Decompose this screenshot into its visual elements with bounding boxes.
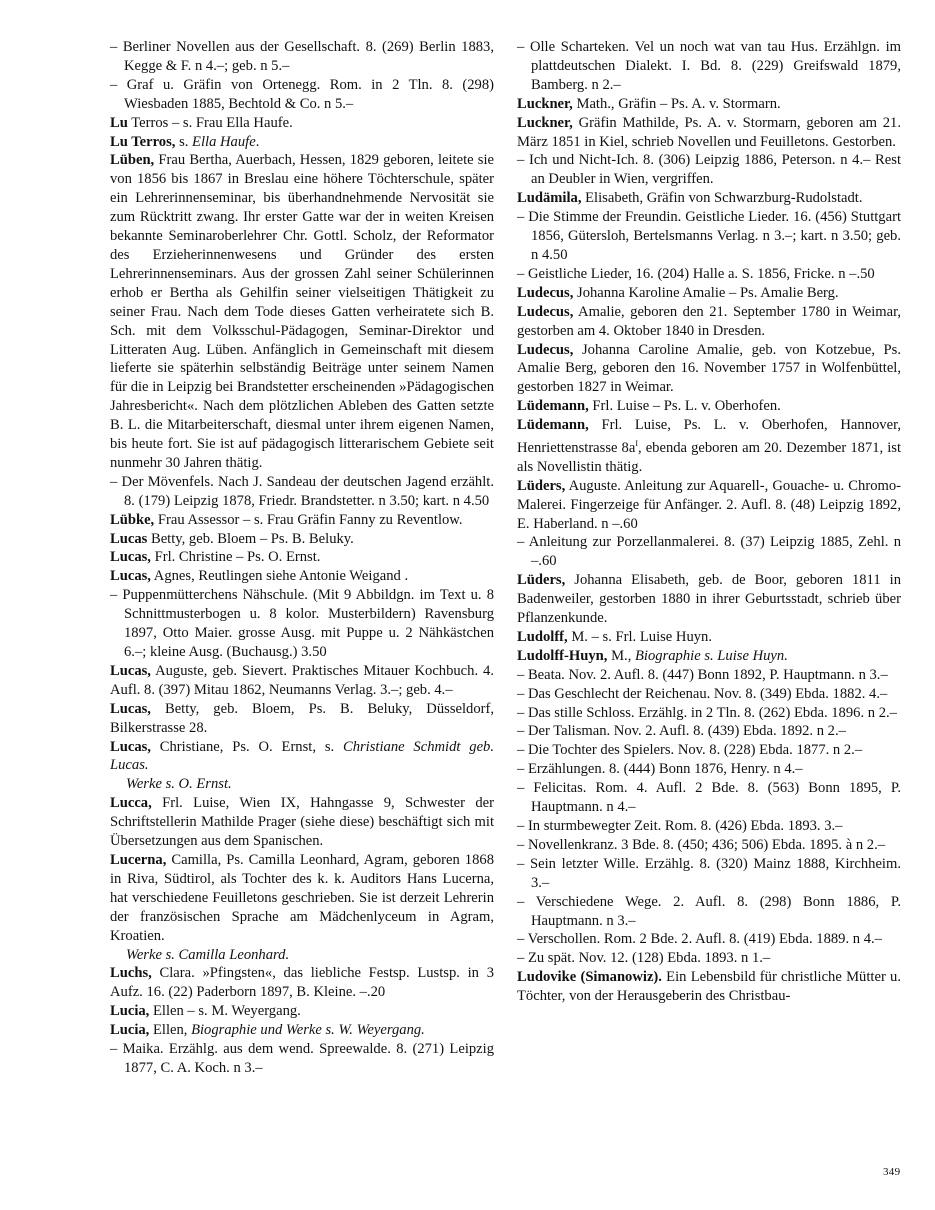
entry-text: Elisabeth, Gräfin von Schwarzburg-Rudolstadt.: [581, 190, 863, 207]
entry-headword: Luchs,: [110, 965, 152, 982]
lexicon-entry: [110, 738, 494, 776]
entry-text: Clara. »Pfingsten«, das liebliche Festsp. Lustsp. in 3 Aufz. 16. (22) Paderborn 1897, B. Kleine. –.20: [110, 965, 494, 1001]
entry-headword: Lübke,: [110, 511, 155, 528]
entry-headword: Lucia,: [110, 1022, 150, 1039]
entry-headword: Lucca,: [110, 795, 152, 812]
entry-headword: Lucas,: [110, 738, 151, 755]
entry-headword: Lu: [110, 114, 128, 131]
work-entry: [517, 265, 901, 284]
entry-headword: Ludämila,: [517, 190, 582, 207]
entry-text: – Puppenmütterchens Nähschule. (Mit 9 Abbildgn. im Text u. 8 Schnittmusterbogen u. 8 kolor. Musterbildern) Ravensburg 1897, Otto Maier. grosse Ausg. mit Puppe u. 2 Nähkästchen 6.–; kleine Ausg. (Buchausg.) 3.50: [110, 587, 494, 660]
work-entry: [517, 722, 901, 741]
lexicon-entry: [517, 397, 901, 416]
entry-italic-text: Biographie s. Luise Huyn.: [635, 647, 788, 664]
lexicon-entry: [517, 95, 901, 114]
entry-text: – Verschollen. Rom. 2 Bde. 2. Aufl. 8. (419) Ebda. 1889. n 4.–: [517, 931, 882, 948]
entry-text: Christiane, Ps. O. Ernst, s.: [150, 738, 343, 755]
entry-text: – Zu spät. Nov. 12. (128) Ebda. 1893. n 1.–: [517, 950, 771, 967]
lexicon-entry: [110, 567, 494, 586]
work-entry: [517, 855, 901, 893]
entry-text: – Erzählungen. 8. (444) Bonn 1876, Henry. n 4.–: [517, 761, 803, 778]
work-entry: [517, 760, 901, 779]
work-entry: [110, 473, 494, 511]
entry-text: Terros – s. Frau Ella Haufe.: [127, 114, 293, 131]
lexicon-entry: [517, 284, 901, 303]
lexicon-entry: [110, 794, 494, 851]
left-column: [110, 38, 494, 1078]
work-entry: [110, 38, 494, 76]
entry-italic-text: Ella Haufe: [192, 133, 256, 150]
work-entry: [517, 817, 901, 836]
lexicon-entry: [110, 1021, 494, 1040]
work-entry: [517, 704, 901, 723]
entry-headword: Lüdemann,: [517, 417, 589, 434]
lexicon-entry: [110, 1002, 494, 1021]
entry-text: – Anleitung zur Porzellanmalerei. 8. (37) Leipzig 1885, Zehl. n –.60: [517, 534, 901, 570]
entry-text: Gräfin Mathilde, Ps. A. v. Stormarn, geboren am 21. März 1851 in Kiel, schrieb Novellen und Feuilletons. Gestorben.: [517, 114, 901, 150]
entry-text: Betty, geb. Bloem – Ps. B. Beluky.: [147, 530, 354, 547]
entry-headword: Ludolff,: [517, 628, 568, 645]
lexicon-entry: [517, 647, 901, 666]
entry-text: Ellen – s. M. Weyergang.: [149, 1003, 301, 1020]
entry-text: – Beata. Nov. 2. Aufl. 8. (447) Bonn 1892, P. Hauptmann. n 3.–: [517, 666, 888, 683]
lexicon-entry: [110, 548, 494, 567]
entry-text: – Geistliche Lieder, 16. (204) Halle a. S. 1856, Fricke. n –.50: [517, 265, 875, 282]
entry-superscript: I: [635, 439, 638, 449]
work-entry: [517, 893, 901, 931]
entry-headword: Ludecus,: [517, 284, 574, 301]
entry-headword: Ludovike (Simanowiz).: [517, 969, 662, 986]
entry-text: – Die Tochter des Spielers. Nov. 8. (228) Ebda. 1877. n 2.–: [517, 742, 863, 759]
entry-text: M. – s. Frl. Luise Huyn.: [567, 628, 713, 645]
lexicon-entry: [110, 700, 494, 738]
entry-text: – Olle Scharteken. Vel un noch wat van tau Hus. Erzählgn. im plattdeutschen Dialekt. I. Bd. 8. (229) Greifswald 1879, Bamberg. n 2.–: [517, 39, 901, 93]
entry-headword: Lucas,: [110, 700, 151, 717]
entry-text: – In sturmbewegter Zeit. Rom. 8. (426) Ebda. 1893. 3.–: [517, 818, 843, 835]
entry-text: Johanna Elisabeth, geb. de Boor, geboren 1811 in Badenweiler, gestorben 1880 in ihrer Geburtsstadt, schrieb über Pflanzenkunde.: [517, 572, 901, 627]
lexicon-entry: [110, 511, 494, 530]
entry-headword: Lucerna,: [110, 851, 167, 868]
entry-text: – Maika. Erzählg. aus dem wend. Spreewalde. 8. (271) Leipzig 1877, C. A. Koch. n 3.–: [110, 1041, 494, 1076]
lexicon-entry: [110, 964, 494, 1002]
entry-headword: Luckner,: [517, 95, 573, 112]
page-number: 349: [883, 1166, 901, 1178]
lexicon-entry: [110, 151, 494, 472]
entry-text: Frau Assessor – s. Frau Gräfin Fanny zu Reventlow.: [154, 511, 463, 528]
entry-headword: Ludecus,: [517, 303, 574, 320]
entry-text: Frl. Luise – Ps. L. v. Oberhofen.: [588, 398, 781, 415]
entry-text: Frau Bertha, Auerbach, Hessen, 1829 geboren, leitete sie von 1856 bis 1867 in Breslau eine höhere Töchterschule, später ein Lehrerinnenseminar, bis überhandnehmende Nervosität sie zum Rücktritt zwang. Ihr erster Gatte war der in weiten Kreisen bekannte Seminaroberlehrer Chr. Gottl. Scholz, der Reformator des Erzieherinnenwesens und Gründer des ersten Lehrerinnenseminars. Aus der grossen Zahl seiner Schülerinnen erhob er Bertha als Gehilfin seiner vielseitigen Thätigkeit zu seiner Frau. Nach dem Tode dieses Gatten verheiratete sich B. Sch. mit dem Volksschul-Pädagogen, Seminar-Direktor und Litteraten Aug. Lüben. Anfänglich in Gemeinschaft mit diesem lieferte sie späterhin selbständig Beiträge unter seinem Namen für die in Leipzig bei Brandstetter erscheinenden »Pädagogischen Jahresbericht«. Nach dem plötzlichen Ableben des Gatten setzte B. L. die Mitarbeiterschaft, diesmal unter ihrem eigenen Namen, bis heute fort. Sie ist auf pädagogisch litterarischem Gebiete seit nunmehr 30 Jahren thätig.: [110, 152, 494, 471]
entry-text: – Ich und Nicht-Ich. 8. (306) Leipzig 1886, Peterson. n 4.– Rest an Deubler in Wien, vergriffen.: [517, 152, 901, 188]
work-entry: [517, 533, 901, 571]
lexicon-entry: [517, 303, 901, 341]
entry-headword: Luckner,: [517, 114, 573, 131]
entry-text: – Sein letzter Wille. Erzählg. 8. (320) Mainz 1888, Kirchheim. 3.–: [517, 855, 901, 891]
lexicon-entry: [517, 571, 901, 628]
entry-text: M.,: [607, 647, 636, 664]
entry-text: – Der Talisman. Nov. 2. Aufl. 8. (439) Ebda. 1892. n 2.–: [517, 723, 846, 740]
entry-text: – Berliner Novellen aus der Gesellschaft. 8. (269) Berlin 1883, Kegge & F. n 4.–; geb. n 5.–: [110, 39, 494, 74]
entry-text: Amalie, geboren den 21. September 1780 in Weimar, gestorben am 4. Oktober 1840 in Dresden.: [517, 303, 901, 339]
entry-italic-text: Biographie und Werke s. W. Weyergang.: [191, 1022, 425, 1039]
entry-headword: Lüdemann,: [517, 398, 589, 415]
entry-text: – Graf u. Gräfin von Ortenegg. Rom. in 2 Tln. 8. (298) Wiesbaden 1885, Bechtold & Co. n 5.–: [110, 76, 494, 112]
lexicon-entry: [110, 851, 494, 946]
lexicon-entry: [517, 114, 901, 152]
entry-text: Frl. Luise, Ps. L. v. Oberhofen, Hannover, Henriettenstrasse 8a: [517, 417, 901, 456]
entry-headword: Lucas,: [110, 568, 151, 585]
entry-headword: Ludolff-Huyn,: [517, 647, 608, 664]
entry-text: – Verschiedene Wege. 2. Aufl. 8. (298) Bonn 1886, P. Hauptmann. n 3.–: [517, 893, 901, 929]
cross-reference: [110, 775, 494, 794]
work-entry: [517, 949, 901, 968]
lexicon-entry: [110, 133, 494, 152]
entry-text: Betty, geb. Bloem, Ps. B. Beluky, Düsseldorf, Bilkerstrasse 28.: [110, 700, 494, 736]
lexicon-entry: [110, 662, 494, 700]
lexicon-entry: [517, 477, 901, 534]
entry-text: Frl. Luise, Wien IX, Hahngasse 9, Schwester der Schriftstellerin Mathilde Prager (siehe diese) beschäftigt sich mit Übersetzungen aus dem Spanischen.: [110, 795, 494, 850]
work-entry: [517, 836, 901, 855]
entry-text: – Novellenkranz. 3 Bde. 8. (450; 436; 506) Ebda. 1895. à n 2.–: [517, 836, 886, 853]
entry-headword: Lüders,: [517, 572, 566, 589]
entry-text: – Das stille Schloss. Erzählg. in 2 Tln. 8. (262) Ebda. 1896. n 2.–: [517, 704, 897, 721]
entry-text: – Die Stimme der Freundin. Geistliche Lieder. 16. (456) Stuttgart 1856, Gütersloh, Bertelsmanns Verlag. n 3.–; kart. n 3.50; geb. n 4.50: [517, 209, 901, 263]
entry-text: – Der Mövenfels. Nach J. Sandeau der deutschen Jagend erzählt. 8. (179) Leipzig 1878, Friedr. Brandstetter. n 3.50; kart. n 4.50: [110, 473, 494, 509]
entry-text: Agnes, Reutlingen siehe Antonie Weigand .: [150, 568, 409, 585]
work-entry: [517, 779, 901, 817]
entry-text: Werke s. O. Ernst.: [126, 776, 232, 793]
entry-headword: Lucas,: [110, 549, 151, 566]
entry-text-tail: , ebenda geboren am 20. Dezember 1871, ist als Novellistin thätig.: [517, 439, 901, 475]
work-entry: [517, 685, 901, 704]
lexicon-entry: [517, 968, 901, 1006]
entry-headword: Lu Terros,: [110, 133, 176, 150]
entry-text: Johanna Karoline Amalie – Ps. Amalie Berg.: [573, 284, 839, 301]
entry-text: Ein Lebensbild für christliche Mütter u. Töchter, von der Herausgeberin des Christbau-: [517, 969, 901, 1005]
lexicon-entry: [110, 114, 494, 133]
lexicon-entry: [517, 628, 901, 647]
work-entry: [517, 741, 901, 760]
entry-text: Auguste. Anleitung zur Aquarell-, Gouache- u. Chromo-Malerei. Fingerzeige für Anfänger. 2. Aufl. 8. (48) Leipzig 1892, E. Haberland. n –.60: [517, 477, 901, 532]
work-entry: [517, 666, 901, 685]
entry-headword: Lüben,: [110, 152, 155, 169]
work-entry: [110, 1040, 494, 1078]
work-entry: [110, 76, 494, 114]
entry-text: Frl. Christine – Ps. O. Ernst.: [150, 549, 321, 566]
entry-text: Auguste, geb. Sievert. Praktisches Mitauer Kochbuch. 4. Aufl. 8. (397) Mitau 1862, Neumanns Verlag. 3.–; geb. 4.–: [110, 662, 494, 698]
entry-text: Werke s. Camilla Leonhard.: [126, 946, 290, 963]
work-entry: [517, 208, 901, 265]
entry-text: Johanna Caroline Amalie, geb. von Kotzebue, Ps. Amalie Berg, geboren den 16. November 1757 in Wolfenbüttel, gestorben 1827 in Weimar.: [517, 341, 901, 396]
entry-headword: Lucia,: [110, 1003, 150, 1020]
entry-text: Camilla, Ps. Camilla Leonhard, Agram, geboren 1868 in Riva, Südtirol, als Tochter des k. k. Auditors Hans Lucerna, hat verschiedene Feuilletons geschrieben. Sie ist derzeit Lehrerin der französischen Sprache am Mädchenlyceum in Agram, Kroatien.: [110, 851, 494, 944]
entry-text: – Felicitas. Rom. 4. Aufl. 2 Bde. 8. (563) Bonn 1895, P. Hauptmann. n 4.–: [517, 780, 901, 816]
lexicon-entry: [110, 530, 494, 549]
entry-italic-text: Christiane Schmidt geb. Lucas.: [110, 738, 494, 774]
work-entry: [517, 930, 901, 949]
lexicon-entry: [517, 341, 901, 398]
entry-text: – Das Geschlecht der Reichenau. Nov. 8. (349) Ebda. 1882. 4.–: [517, 685, 888, 702]
entry-text: Ellen,: [149, 1022, 192, 1039]
entry-text: Math., Gräfin – Ps. A. v. Stormarn.: [572, 95, 781, 112]
right-column: [517, 38, 901, 1006]
lexicon-entry: [517, 416, 901, 477]
entry-headword: Ludecus,: [517, 341, 574, 358]
entry-headword: Lüders,: [517, 477, 566, 494]
cross-reference: [110, 946, 494, 965]
entry-headword: Lucas,: [110, 662, 151, 679]
work-entry: [517, 38, 901, 95]
work-entry: [110, 586, 494, 662]
entry-text: s.: [175, 133, 193, 150]
lexicon-entry: [517, 189, 901, 208]
work-entry: [517, 151, 901, 189]
entry-headword: Lucas: [110, 530, 148, 547]
entry-text-tail: .: [255, 133, 260, 150]
